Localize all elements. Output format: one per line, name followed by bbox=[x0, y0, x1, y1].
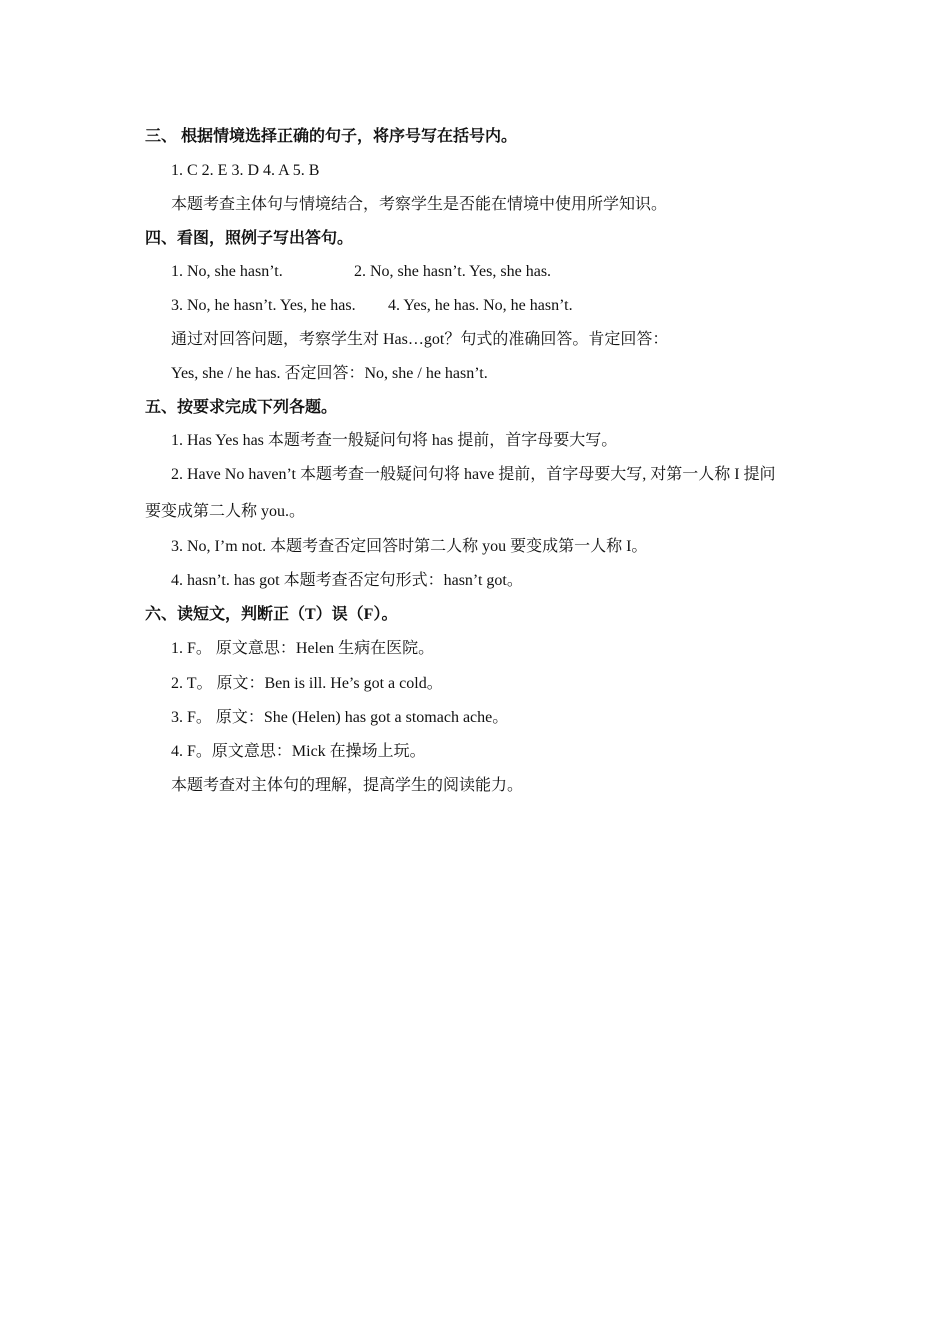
section-3-note: 本题考查主体句与情境结合，考察学生是否能在情境中使用所学知识。 bbox=[171, 196, 668, 213]
section-6-answer-4: 4. F。原文意思：Mick 在操场上玩。 bbox=[171, 743, 426, 760]
section-5-answer-4: 4. hasn’t. has got 本题考查否定句形式：hasn’t got。 bbox=[171, 572, 523, 589]
section-3-answers: 1. C 2. E 3. D 4. A 5. B bbox=[171, 162, 320, 179]
section-6-note: 本题考查对主体句的理解，提高学生的阅读能力。 bbox=[171, 777, 524, 794]
section-5-answer-2-line-1: 2. Have No haven’t 本题考查一般疑问句将 have 提前，首字母要大写, 对第一人称 I 提问 bbox=[171, 466, 776, 483]
section-4-note-1: 通过对回答问题，考察学生对 Has…got？句式的准确回答。肯定回答： bbox=[171, 331, 669, 348]
section-4-note-2: Yes, she / he has. 否定回答：No, she / he hasn’t. bbox=[171, 365, 488, 382]
section-6-answer-1: 1. F。 原文意思：Helen 生病在医院。 bbox=[171, 640, 435, 657]
section-6-heading: 六、读短文，判断正（T）误（F）。 bbox=[145, 606, 398, 623]
section-5-heading: 五、按要求完成下列各题。 bbox=[145, 399, 338, 416]
section-6-answer-2: 2. T。 原文：Ben is ill. He’s got a cold。 bbox=[171, 675, 443, 692]
section-5-answer-1: 1. Has Yes has 本题考查一般疑问句将 has 提前，首字母要大写。 bbox=[171, 432, 618, 449]
section-6-answer-3: 3. F。 原文：She (Helen) has got a stomach ache。 bbox=[171, 709, 509, 726]
section-4-answer-4: 4. Yes, he has. No, he hasn’t. bbox=[388, 297, 573, 314]
section-4-answer-3: 3. No, he hasn’t. Yes, he has. bbox=[171, 297, 356, 314]
section-5-answer-3: 3. No, I’m not. 本题考查否定回答时第二人称 you 要变成第一人称 I。 bbox=[171, 538, 648, 555]
section-3-heading: 三、 根据情境选择正确的句子，将序号写在括号内。 bbox=[145, 128, 518, 145]
section-5-answer-2-line-2: 要变成第二人称 you.。 bbox=[145, 503, 306, 520]
section-4-answer-2: 2. No, she hasn’t. Yes, she has. bbox=[354, 263, 552, 280]
section-4-answer-1: 1. No, she hasn’t. bbox=[171, 263, 283, 280]
section-4-heading: 四、看图，照例子写出答句。 bbox=[145, 230, 354, 247]
